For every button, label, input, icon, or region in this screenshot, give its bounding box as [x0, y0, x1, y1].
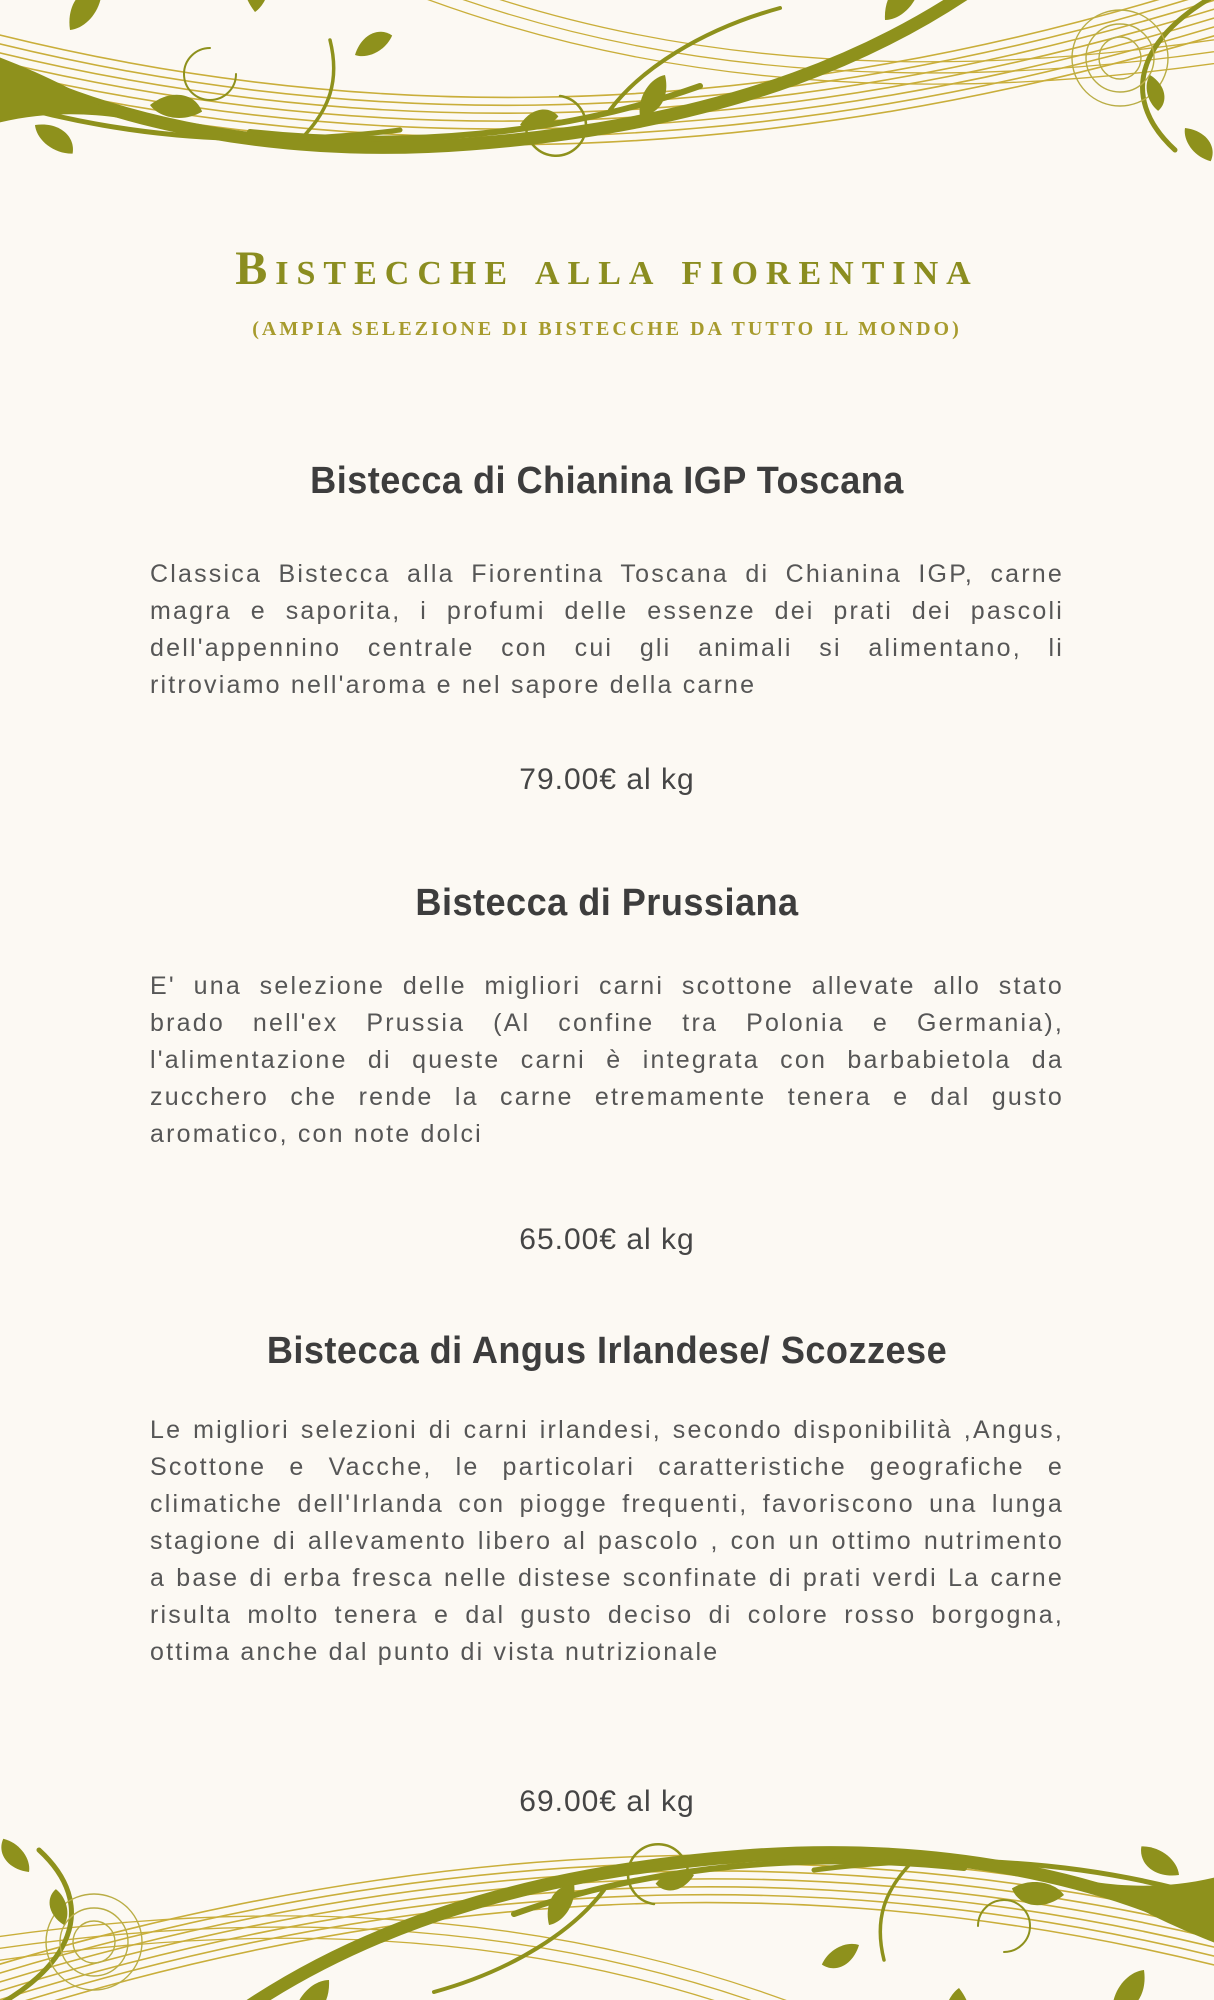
- item-name: Bistecca di Prussiana: [415, 882, 799, 924]
- item-price: 79.00€ al kg: [519, 763, 695, 796]
- item-description: Le migliori selezioni di carni irlandesi, secondo disponibilità ,Angus, Scottone e Vacche, le particolari caratteristiche geografiche e climatiche dell'Irlanda con piogge frequenti, favoriscono una lunga stagione di allevamento libero al pascolo , con un ottimo nutrimento a base di erba fresca nelle distese sconfinate di prati verdi La carne risulta molto tenera e dal gusto deciso di colore rosso borgogna, ottima anche dal punto di vista nutrizionale: [150, 1416, 1064, 1666]
- page-subtitle: (AMPIA SELEZIONE DI BISTECCHE DA TUTTO IL MONDO): [252, 318, 962, 340]
- page-title: Bistecche alla fiorentina: [235, 242, 979, 295]
- item-description: Classica Bistecca alla Fiorentina Toscana di Chianina IGP, carne magra e saporita, i profumi delle essenze dei prati dei pascoli dell'appennino centrale con cui gli animali si alimentano, li ritroviamo nell'aroma e nel sapore della carne: [150, 560, 1064, 699]
- item-name: Bistecca di Chianina IGP Toscana: [310, 460, 904, 502]
- item-price: 65.00€ al kg: [519, 1223, 695, 1256]
- item-price: 69.00€ al kg: [519, 1785, 695, 1818]
- item-name: Bistecca di Angus Irlandese/ Scozzese: [266, 1330, 948, 1372]
- item-description: E' una selezione delle migliori carni scottone allevate allo stato brado nell'ex Prussia (Al confine tra Polonia e Germania), l'alimentazione di queste carni è integrata con barbabietola da zucchero che rende la carne etremamente tenera e dal gusto aromatico, con note dolci: [150, 972, 1064, 1148]
